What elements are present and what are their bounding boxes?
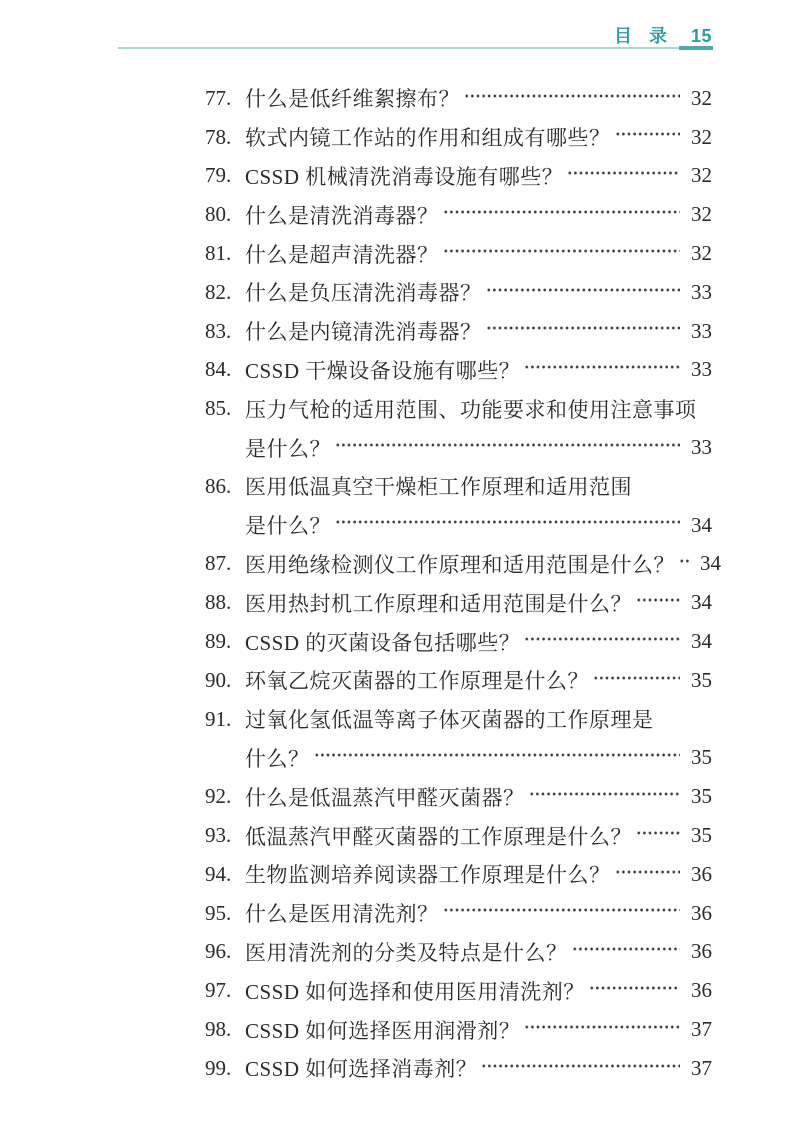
entry-text: 低温蒸汽甲醛灭菌器的工作原理是什么？ bbox=[245, 824, 632, 849]
entry-text: CSSD 的灭菌设备包括哪些？ bbox=[245, 630, 521, 655]
entry-text: 医用热封机工作原理和适用范围是什么？ bbox=[245, 591, 632, 616]
entry-text: 是什么？ bbox=[245, 514, 331, 539]
toc-entry-line bbox=[205, 195, 712, 234]
dot-leader bbox=[524, 351, 680, 390]
entry-text: 什么是低温蒸汽甲醛灭菌器？ bbox=[245, 785, 525, 810]
entry-text: CSSD 如何选择和使用医用清洗剂？ bbox=[245, 979, 585, 1004]
dot-leader bbox=[486, 273, 681, 312]
entry-text: 什么是低纤维絮擦布？ bbox=[245, 87, 460, 112]
toc-entry-line bbox=[205, 79, 712, 118]
toc-entry-line bbox=[205, 933, 712, 972]
toc-entry bbox=[205, 234, 712, 273]
toc-entry-line bbox=[205, 1010, 712, 1049]
entry-text: CSSD 干燥设备设施有哪些？ bbox=[245, 358, 521, 383]
dot-leader bbox=[636, 816, 680, 855]
toc-entry-line bbox=[205, 971, 712, 1010]
entry-page-number: 32 bbox=[691, 202, 712, 227]
entry-text: 医用低温真空干燥柜工作原理和适用范围 bbox=[245, 475, 632, 500]
toc-entry bbox=[205, 195, 712, 234]
entry-number: 77. bbox=[205, 85, 232, 110]
entry-number: 82. bbox=[205, 279, 232, 304]
toc-entry bbox=[205, 933, 712, 972]
entry-number: 80. bbox=[205, 202, 232, 227]
toc-entry-line bbox=[205, 816, 712, 855]
entry-page-number: 36 bbox=[691, 939, 712, 964]
dot-leader bbox=[572, 933, 681, 972]
entry-number: 95. bbox=[205, 900, 232, 925]
toc-entry-line bbox=[205, 273, 712, 312]
entry-text: 压力气枪的适用范围、功能要求和使用注意事项 bbox=[245, 397, 697, 422]
dot-leader bbox=[589, 971, 680, 1010]
dot-leader bbox=[486, 312, 681, 351]
entry-page-number: 33 bbox=[691, 279, 712, 304]
toc-entry-line bbox=[205, 118, 712, 157]
entry-number: 86. bbox=[205, 473, 232, 498]
entry-number: 88. bbox=[205, 590, 232, 615]
dot-leader bbox=[314, 739, 681, 778]
dot-leader bbox=[529, 777, 681, 816]
toc-entry bbox=[205, 312, 712, 351]
entry-text: CSSD 机械清洗消毒设施有哪些？ bbox=[245, 164, 564, 189]
toc-entry bbox=[205, 351, 712, 390]
entry-text: 什么是内镜清洗消毒器？ bbox=[245, 320, 482, 345]
entry-page-number: 33 bbox=[691, 435, 712, 460]
toc-entry bbox=[205, 467, 712, 545]
entry-number: 94. bbox=[205, 861, 232, 886]
toc-entry bbox=[205, 157, 712, 196]
toc-entry-line bbox=[205, 583, 712, 622]
toc-entry-line bbox=[205, 661, 712, 700]
entry-text: 医用清洗剂的分类及特点是什么？ bbox=[245, 940, 568, 965]
entry-page-number: 32 bbox=[691, 163, 712, 188]
toc-entry-line bbox=[205, 700, 712, 739]
entry-page-number: 37 bbox=[691, 1017, 712, 1042]
toc-entry bbox=[205, 545, 721, 584]
entry-page-number: 32 bbox=[691, 85, 712, 110]
toc-entry bbox=[205, 661, 712, 700]
dot-leader bbox=[443, 195, 681, 234]
toc-entry bbox=[205, 389, 712, 467]
toc-entry-line bbox=[205, 777, 712, 816]
toc-entry-line bbox=[205, 739, 712, 778]
toc-entry-line bbox=[205, 389, 712, 428]
entry-number: 79. bbox=[205, 163, 232, 188]
entry-number: 83. bbox=[205, 318, 232, 343]
toc-entry bbox=[205, 700, 712, 778]
toc-entry-line bbox=[205, 312, 712, 351]
entry-text: 过氧化氢低温等离子体灭菌器的工作原理是 bbox=[245, 708, 654, 733]
entry-number: 91. bbox=[205, 706, 232, 731]
toc-entry bbox=[205, 1010, 712, 1049]
dot-leader bbox=[335, 428, 680, 467]
toc-entry bbox=[205, 118, 712, 157]
entry-number: 96. bbox=[205, 939, 232, 964]
entry-text: 医用绝缘检测仪工作原理和适用范围是什么？ bbox=[245, 552, 675, 577]
toc-entry-line bbox=[205, 351, 712, 390]
toc-entry bbox=[205, 622, 712, 661]
toc-entry-line bbox=[205, 157, 712, 196]
entry-text: 什么是医用清洗剂？ bbox=[245, 902, 439, 927]
entry-number: 90. bbox=[205, 667, 232, 692]
dot-leader bbox=[443, 234, 681, 273]
entry-page-number: 36 bbox=[691, 900, 712, 925]
entry-page-number: 36 bbox=[691, 978, 712, 1003]
toc-list bbox=[205, 79, 721, 1088]
entry-text: 什么是负压清洗消毒器？ bbox=[245, 281, 482, 306]
header-rule-thin bbox=[118, 47, 713, 49]
entry-number: 97. bbox=[205, 978, 232, 1003]
entry-page-number: 35 bbox=[691, 667, 712, 692]
toc-entry bbox=[205, 971, 712, 1010]
entry-text: 生物监测培养阅读器工作原理是什么？ bbox=[245, 863, 611, 888]
entry-page-number: 34 bbox=[691, 590, 712, 615]
entry-number: 98. bbox=[205, 1017, 232, 1042]
entry-number: 92. bbox=[205, 784, 232, 809]
entry-text: 什么？ bbox=[245, 746, 310, 771]
dot-leader bbox=[567, 157, 680, 196]
entry-page-number: 32 bbox=[691, 241, 712, 266]
toc-entry-line bbox=[205, 467, 712, 506]
entry-number: 99. bbox=[205, 1055, 232, 1080]
dot-leader bbox=[524, 622, 680, 661]
toc-entry bbox=[205, 894, 712, 933]
entry-text: 软式内镜工作站的作用和组成有哪些？ bbox=[245, 126, 611, 151]
toc-entry-line bbox=[205, 545, 721, 584]
toc-entry bbox=[205, 79, 712, 118]
toc-entry bbox=[205, 1049, 712, 1088]
toc-entry-line bbox=[205, 622, 712, 661]
entry-page-number: 33 bbox=[691, 318, 712, 343]
entry-text: CSSD 如何选择消毒剂？ bbox=[245, 1057, 478, 1082]
toc-entry-line bbox=[205, 894, 712, 933]
dot-leader bbox=[481, 1049, 680, 1088]
toc-entry-line bbox=[205, 506, 712, 545]
toc-entry-line bbox=[205, 1049, 712, 1088]
entry-page-number: 37 bbox=[691, 1055, 712, 1080]
entry-text: 什么是清洗消毒器？ bbox=[245, 203, 439, 228]
toc-entry-line bbox=[205, 855, 712, 894]
entry-page-number: 36 bbox=[691, 861, 712, 886]
toc-entry-line bbox=[205, 428, 712, 467]
dot-leader bbox=[679, 545, 689, 584]
header-rule bbox=[118, 45, 713, 50]
dot-leader bbox=[636, 583, 680, 622]
entry-page-number: 34 bbox=[691, 512, 712, 537]
entry-page-number: 34 bbox=[691, 629, 712, 654]
entry-number: 87. bbox=[205, 551, 232, 576]
toc-entry bbox=[205, 816, 712, 855]
entry-number: 81. bbox=[205, 241, 232, 266]
dot-leader bbox=[615, 855, 681, 894]
dot-leader bbox=[443, 894, 681, 933]
header-page-number: 15 bbox=[690, 26, 712, 46]
entry-text: 是什么？ bbox=[245, 436, 331, 461]
entry-number: 85. bbox=[205, 396, 232, 421]
header-title: 目 录 bbox=[613, 26, 673, 46]
dot-leader bbox=[524, 1010, 680, 1049]
entry-number: 93. bbox=[205, 823, 232, 848]
entry-number: 78. bbox=[205, 124, 232, 149]
dot-leader bbox=[593, 661, 680, 700]
entry-number: 89. bbox=[205, 629, 232, 654]
entry-page-number: 32 bbox=[691, 124, 712, 149]
toc-entry-line bbox=[205, 234, 712, 273]
dot-leader bbox=[615, 118, 681, 157]
entry-page-number: 35 bbox=[691, 745, 712, 770]
toc-entry bbox=[205, 777, 712, 816]
entry-number: 84. bbox=[205, 357, 232, 382]
entry-page-number: 34 bbox=[700, 551, 721, 576]
toc-entry bbox=[205, 273, 712, 312]
dot-leader bbox=[335, 506, 680, 545]
header-rule-thick bbox=[679, 46, 713, 50]
entry-text: 什么是超声清洗器？ bbox=[245, 242, 439, 267]
toc-entry bbox=[205, 855, 712, 894]
entry-text: CSSD 如何选择医用润滑剂？ bbox=[245, 1018, 521, 1043]
entry-text: 环氧乙烷灭菌器的工作原理是什么？ bbox=[245, 669, 589, 694]
entry-page-number: 33 bbox=[691, 357, 712, 382]
dot-leader bbox=[464, 79, 680, 118]
entry-page-number: 35 bbox=[691, 784, 712, 809]
entry-page-number: 35 bbox=[691, 823, 712, 848]
toc-entry bbox=[205, 583, 712, 622]
